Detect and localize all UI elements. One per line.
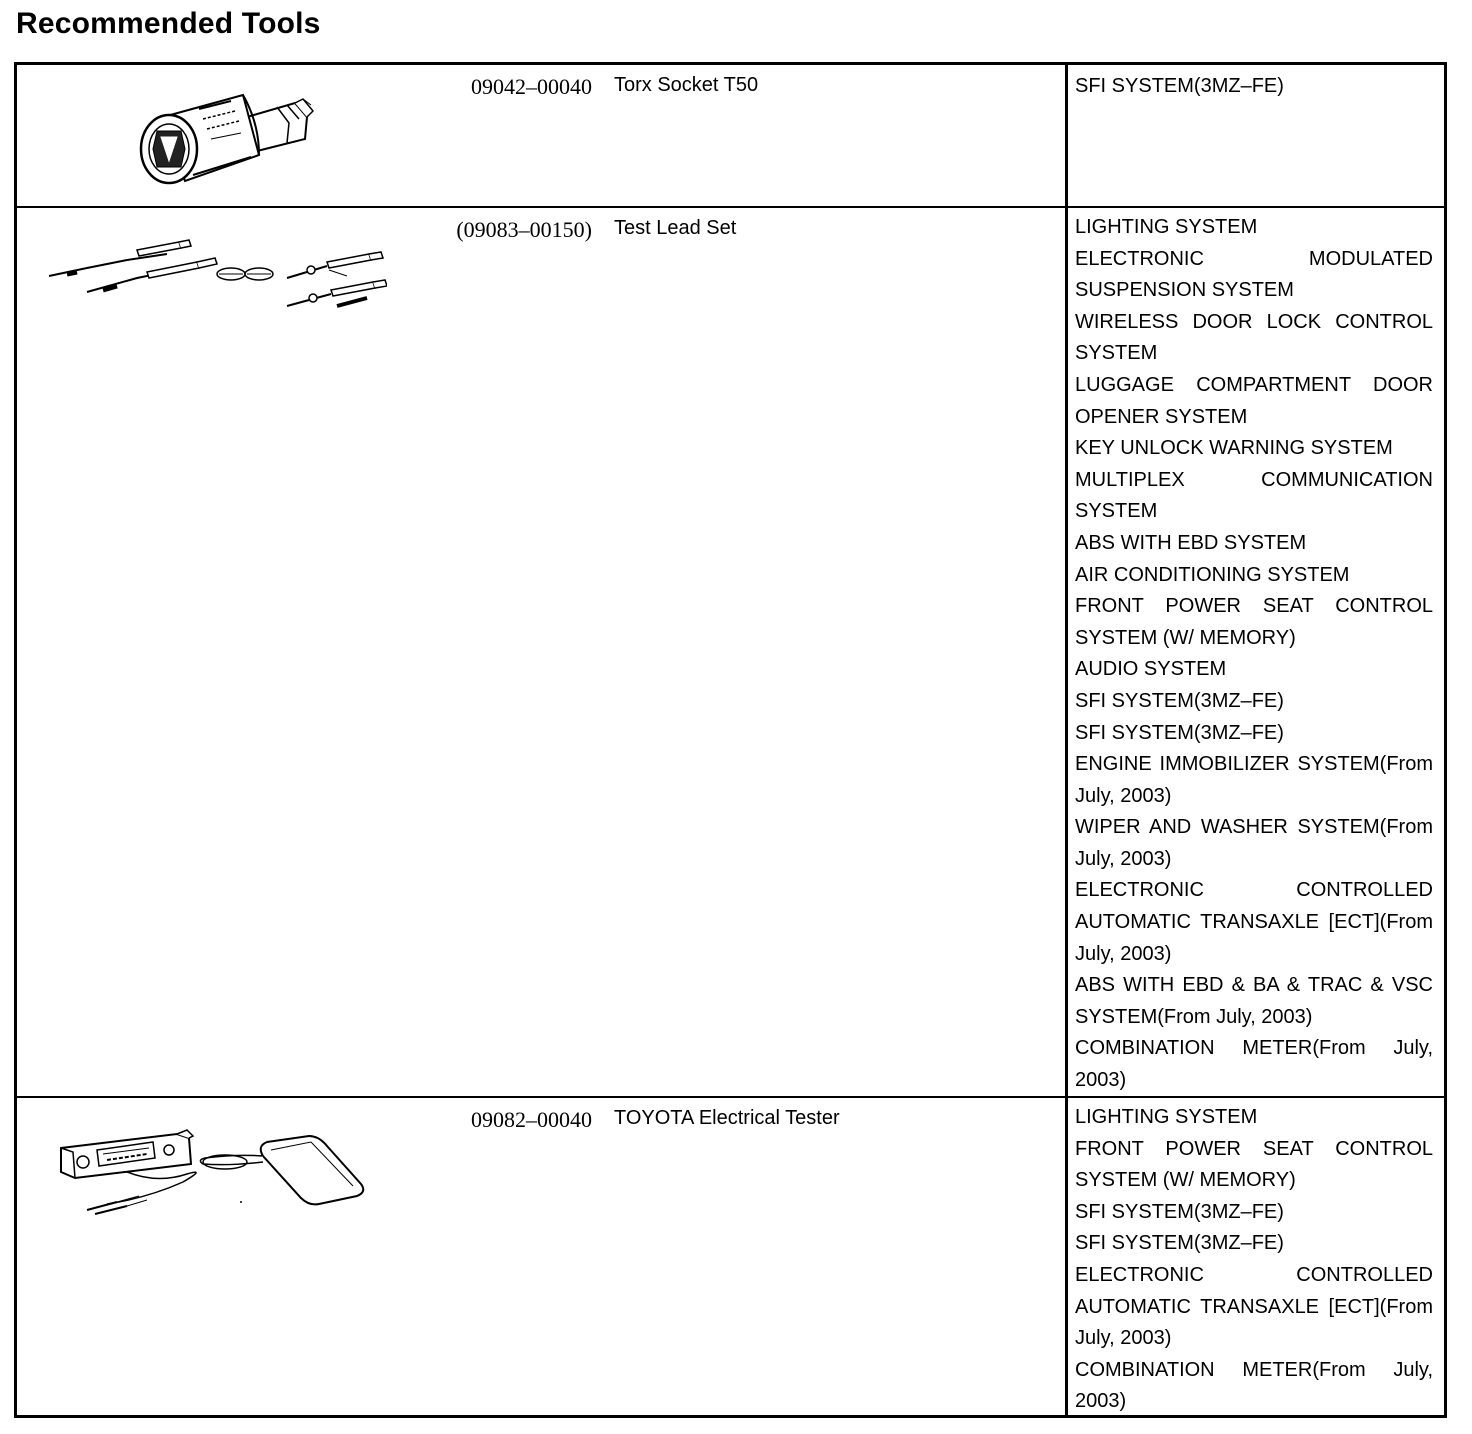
systems-list	[1075, 1102, 1433, 1418]
list-item: AUDIO SYSTEM	[1075, 658, 1227, 681]
list-item: FRONT POWER SEAT CONTROL SYSTEM (W/ MEMORY)	[1075, 1137, 1433, 1192]
list-item: SFI SYSTEM(3MZ–FE)	[1075, 1200, 1284, 1223]
tool-name: TOYOTA Electrical Tester	[614, 1107, 840, 1129]
test-lead-set-illustration	[47, 232, 387, 312]
torx-socket-illustration	[127, 87, 317, 191]
list-item: FRONT POWER SEAT CONTROL SYSTEM (W/ MEMORY)	[1075, 595, 1433, 649]
table-row	[17, 208, 1444, 1098]
list-item: KEY UNLOCK WARNING SYSTEM	[1075, 437, 1393, 460]
list-item: ABS WITH EBD & BA & TRAC & VSC SYSTEM(From July, 2003)	[1075, 974, 1433, 1028]
list-item: COMBINATION METER(From July, 2003)	[1075, 1358, 1433, 1413]
list-item: LIGHTING SYSTEM	[1075, 216, 1258, 238]
list-item: AIR CONDITIONING SYSTEM	[1075, 563, 1350, 586]
systems-list	[1075, 212, 1433, 1097]
list-item: ELECTRONIC MODULATED SUSPENSION SYSTEM	[1075, 247, 1433, 302]
table-row	[17, 65, 1444, 208]
column-divider	[1065, 1098, 1068, 1415]
list-item: SFI SYSTEM(3MZ–FE)	[1075, 721, 1284, 744]
part-number: 09082–00040	[471, 1107, 592, 1132]
list-item: ABS WITH EBD SYSTEM	[1075, 531, 1307, 554]
list-item: SFI SYSTEM(3MZ–FE)	[1075, 689, 1284, 712]
column-divider	[1065, 65, 1068, 206]
part-number: 09042–00040	[471, 74, 592, 99]
list-item: SFI SYSTEM(3MZ–FE)	[1075, 1232, 1284, 1255]
page-title: Recommended Tools	[16, 7, 321, 40]
list-item: ELECTRONIC CONTROLLED AUTOMATIC TRANSAXLE [ECT](From July, 2003)	[1075, 879, 1433, 965]
electrical-tester-illustration	[57, 1128, 367, 1218]
column-divider	[1065, 208, 1068, 1096]
list-item: WIPER AND WASHER SYSTEM(From July, 2003)	[1075, 816, 1433, 870]
list-item: ELECTRONIC CONTROLLED AUTOMATIC TRANSAXLE [ECT](From July, 2003)	[1075, 1263, 1433, 1350]
list-item: ENGINE IMMOBILIZER SYSTEM(From July, 2003)	[1075, 753, 1433, 807]
list-item: COMBINATION METER(From July, 2003)	[1075, 1037, 1433, 1092]
list-item: SFI SYSTEM(3MZ–FE)	[1075, 75, 1284, 97]
systems-list	[1075, 71, 1433, 103]
recommended-tools-table	[14, 62, 1447, 1418]
part-number: (09083–00150)	[456, 217, 592, 242]
list-item: LIGHTING SYSTEM	[1075, 1106, 1258, 1128]
list-item: WIRELESS DOOR LOCK CONTROL SYSTEM	[1075, 310, 1433, 365]
tool-name: Test Lead Set	[614, 217, 737, 239]
list-item: MULTIPLEX COMMUNICATION SYSTEM	[1075, 468, 1433, 523]
list-item: LUGGAGE COMPARTMENT DOOR OPENER SYSTEM	[1075, 373, 1433, 428]
tool-name: Torx Socket T50	[614, 74, 759, 96]
table-row	[17, 1098, 1444, 1415]
